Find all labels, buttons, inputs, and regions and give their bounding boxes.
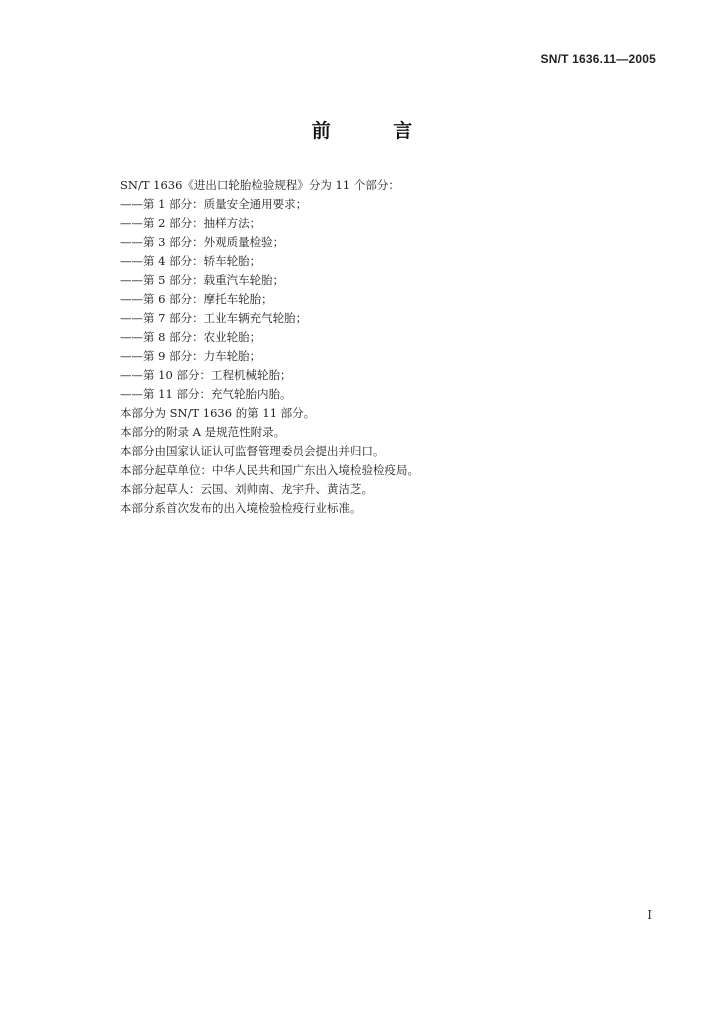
list-item-part-7: ——第 7 部分：工业车辆充气轮胎； (120, 311, 308, 325)
list-item-part-3: ——第 3 部分：外观质量检验； (120, 235, 285, 249)
body-line: 本部分系首次发布的出入境检验检疫行业标准。 (120, 501, 362, 515)
body-line: 本部分起草人：云国、刘帅南、龙宇升、黄洁芝。 (120, 482, 373, 496)
list-item-part-9: ——第 9 部分：力车轮胎； (120, 349, 262, 363)
body-line: 本部分由国家认证认可监督管理委员会提出并归口。 (120, 444, 385, 458)
list-item-part-4: ——第 4 部分：轿车轮胎； (120, 254, 262, 268)
list-item-part-6: ——第 6 部分：摩托车轮胎； (120, 292, 273, 306)
body-line: SN/T 1636《进出口轮胎检验规程》分为 11 个部分： (120, 178, 400, 192)
list-item-part-11: ——第 11 部分：充气轮胎内胎。 (120, 387, 292, 401)
list-item-part-1: ——第 1 部分：质量安全通用要求； (120, 197, 308, 211)
body-line: 本部分起草单位：中华人民共和国广东出入境检验检疫局。 (120, 463, 419, 477)
list-item-part-10: ——第 10 部分：工程机械轮胎； (120, 368, 292, 382)
list-item-part-2: ——第 2 部分：抽样方法； (120, 216, 262, 230)
page-number: I (647, 908, 652, 922)
page-title: 前 言 (311, 120, 441, 142)
standard-code: SN/T 1636.11—2005 (540, 52, 656, 66)
body-line: 本部分为 SN/T 1636 的第 11 部分。 (120, 406, 316, 420)
list-item-part-5: ——第 5 部分：载重汽车轮胎； (120, 273, 285, 287)
body-line: 本部分的附录 A 是规范性附录。 (120, 425, 286, 439)
list-item-part-8: ——第 8 部分：农业轮胎； (120, 330, 262, 344)
foreword-body (120, 176, 640, 518)
